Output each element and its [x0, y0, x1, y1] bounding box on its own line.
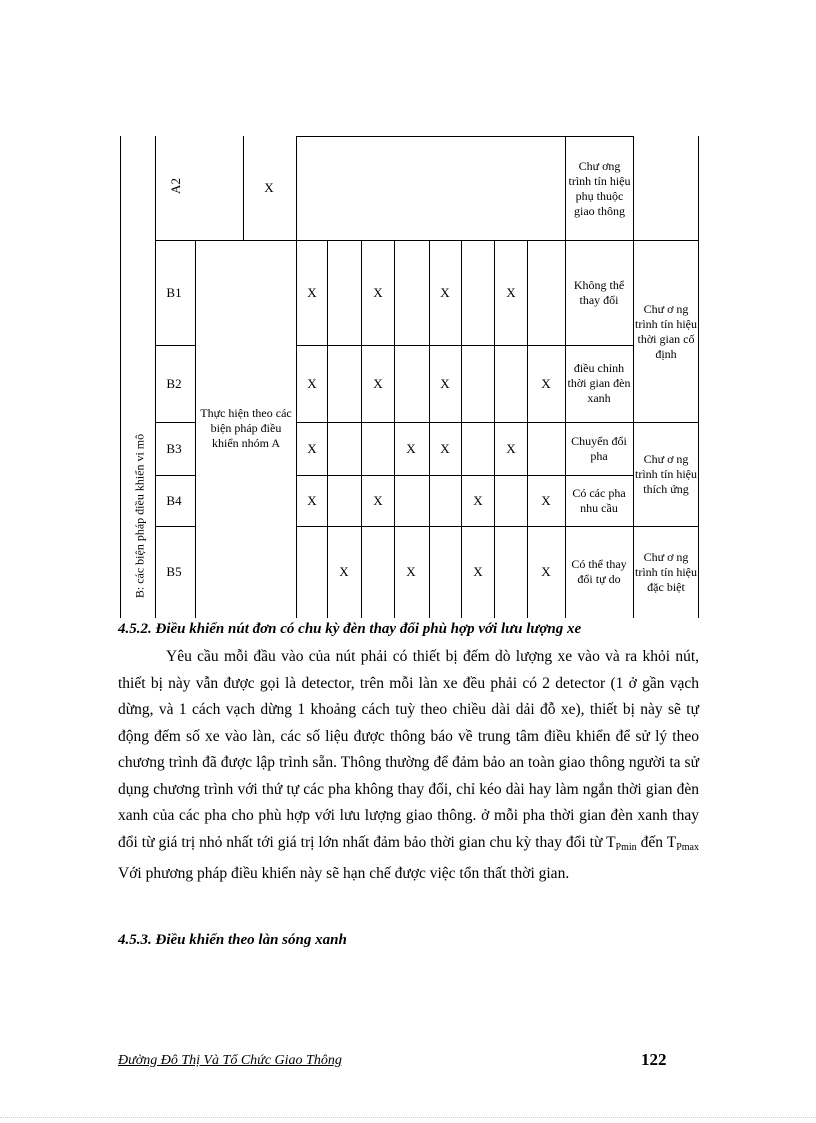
b4-description: Có các pha nhu cầu [572, 485, 626, 515]
b5-mark-8: X [541, 564, 551, 579]
tmin: $T_{Pmin}$ [606, 833, 637, 853]
program-fixed-time: Chư ơ ng trình tín hiệu thời gian cố định [635, 301, 697, 361]
b3-mark-4: X [406, 440, 416, 456]
footer-book-title: Đường Đô Thị Và Tổ Chức Giao Thông [118, 1053, 342, 1068]
b2-mark-5: X [440, 375, 450, 391]
b2-mark-3: X [373, 375, 383, 391]
b5-mark-4: X [406, 564, 416, 579]
b4-mark-1: X [307, 492, 317, 508]
tmax: $T_{Pmax}$ [666, 833, 699, 853]
b5-mark-2: X [339, 564, 349, 579]
a2-description: Chư ơng trình tín hiệu phụ thuộc giao thông [568, 159, 631, 218]
b1-description: Không thể thay đổi [573, 277, 625, 307]
row-code-b4: B4 [166, 492, 182, 508]
b1-mark-3: X [373, 284, 383, 300]
b1-mark-5: X [440, 284, 450, 300]
row-code-b2: B2 [166, 375, 182, 391]
b3-description: Chuyển đổi pha [571, 433, 627, 463]
section-452-heading: 4.5.2. Điều khiển nút đơn có chu kỳ đèn thay đổi phù hợp với lưu lượng xe [118, 621, 582, 637]
b1-mark-1: X [307, 284, 317, 300]
row-code-b1: B1 [166, 284, 182, 300]
a2-mark: X [264, 180, 274, 195]
section-453-heading: 4.5.3. Điều khiển theo làn sóng xanh [118, 932, 347, 948]
b3-mark-7: X [506, 440, 516, 456]
b2-mark-1: X [307, 375, 317, 391]
program-special: Chư ơ ng trình tín hiệu đặc biệt [635, 550, 697, 594]
b3-mark-5: X [440, 440, 450, 456]
control-methods-table [120, 136, 699, 618]
word-to: đến [640, 833, 664, 851]
b1-mark-7: X [506, 284, 516, 300]
program-adaptive: Chư ơ ng trình tín hiệu thích ứng [635, 452, 697, 496]
b5-mark-6: X [473, 564, 483, 579]
b2-mark-8: X [541, 375, 551, 391]
row-code-a2: A2 [168, 178, 183, 194]
b4-mark-8: X [541, 492, 551, 508]
para-part1: Yêu cầu mỗi đầu vào của nút phải có thiết bị đếm dò lượng xe vào và ra khỏi nút, thiết bị này vẫn được gọi là detector, trên mỗi làn xe đều phải có 2 detector (1 ở gần vạch dừng, và 1 cách vạch dừng 1 khoảng cách tuỳ theo chiều dài dải đỗ xe), thiết bị này sẽ tự động đếm số xe vào làn, các số liệu được thông báo về trung tâm điều khiển để sử lý theo chương trình đã được lập trình sẵn. Thông thường để đảm bảo an toàn giao thông người ta sử dụng chương trình với thứ tự các pha không thay đổi, chỉ kéo dài hay làm ngắn thời gian đèn xanh của các pha cho phù hợp với lưu lượng giao thông. ở mỗi pha thời gian đèn xanh thay đổi từ giá trị nhỏ nhất tới giá trị lớn nhất đảm bảo thời gian chu kỳ thay đổi từ [118, 648, 699, 851]
b4-mark-3: X [373, 492, 383, 508]
b3-mark-1: X [307, 440, 317, 456]
para-part2: Với phương pháp điều khiển này sẽ hạn chế được việc tổn thất thời gian. [118, 865, 570, 882]
row-code-b3: B3 [166, 440, 182, 456]
b2-description: điều chỉnh thời gian đèn xanh [567, 361, 631, 405]
section-452-paragraph [118, 644, 699, 888]
row-code-b5: B5 [166, 564, 182, 579]
b4-mark-6: X [473, 492, 483, 508]
page-bottom-divider [0, 1117, 816, 1118]
group-b-merged-text: Thực hiện theo các biện pháp điều khiển nhóm A [200, 405, 292, 450]
group-b-label: B: các biện pháp điều khiển vi mô [132, 433, 147, 599]
page-number: 122 [641, 1050, 667, 1069]
b5-description: Có thể thay đổi tự do [571, 557, 627, 586]
